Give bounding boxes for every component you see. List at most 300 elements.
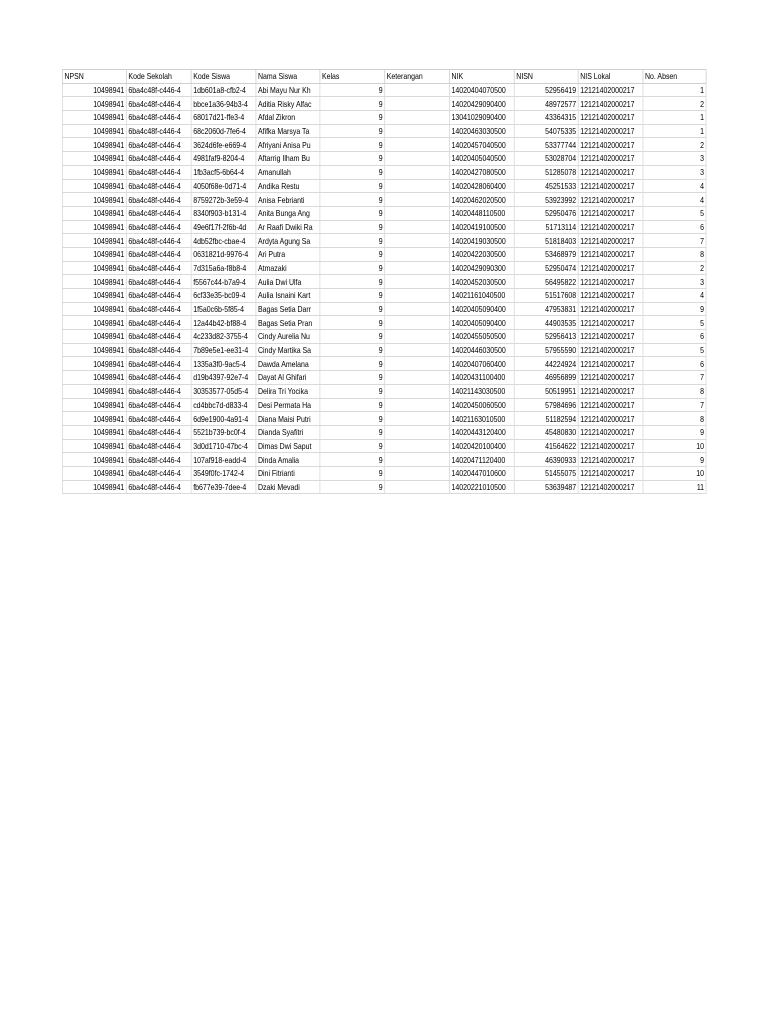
cell-no-absen[interactable]: 1 [643,83,706,97]
cell-nisn[interactable]: 44224924 [514,357,578,371]
cell-nik[interactable]: 14020404070500 [449,83,514,97]
cell-nisn[interactable]: 41564622 [514,439,578,453]
cell-nisn[interactable]: 54075335 [514,124,578,138]
cell-nisn[interactable]: 51818403 [514,234,578,248]
cell-nik[interactable]: 14020462020500 [449,193,514,207]
cell-no-absen[interactable]: 5 [643,206,706,220]
cell-nisn[interactable]: 51182594 [514,412,578,426]
cell-nik[interactable]: 14020405090400 [449,302,514,316]
cell-nis-lokal[interactable]: 12121402000217 [578,466,643,480]
cell-nik[interactable]: 14020405090400 [449,316,514,330]
cell-no-absen[interactable]: 6 [643,330,706,344]
cell-nik[interactable]: 14020455050500 [449,330,514,344]
cell-nama-siswa[interactable]: Dini Fitrianti [256,466,320,480]
cell-kelas[interactable]: 9 [320,289,385,303]
cell-nik[interactable]: 14020447010600 [449,466,514,480]
cell-nisn[interactable]: 48972577 [514,97,578,111]
cell-keterangan[interactable] [385,371,450,385]
cell-nama-siswa[interactable]: Afriyani Anisa Pu [256,138,320,152]
cell-nik[interactable]: 14021143030500 [449,384,514,398]
header-npsn[interactable]: NPSN [62,70,126,84]
cell-nama-siswa[interactable]: Ari Putra [256,247,320,261]
cell-nik[interactable]: 14020221010500 [449,480,514,494]
cell-nis-lokal[interactable]: 12121402000217 [578,439,643,453]
cell-kode-siswa[interactable]: 1db601a8-cfb2-4 [191,83,256,97]
cell-nik[interactable]: 14020448110500 [449,206,514,220]
cell-nama-siswa[interactable]: Dayat Al Ghifari [256,371,320,385]
cell-npsn[interactable]: 10498941 [62,398,126,412]
cell-kode-sekolah[interactable]: 6ba4c48f-c446-4 [126,343,191,357]
cell-npsn[interactable]: 10498941 [62,371,126,385]
cell-kelas[interactable]: 9 [320,453,385,467]
cell-nis-lokal[interactable]: 12121402000217 [578,289,643,303]
cell-kode-sekolah[interactable]: 6ba4c48f-c446-4 [126,466,191,480]
cell-kode-siswa[interactable]: 1335a3f0-9ac5-4 [191,357,256,371]
cell-no-absen[interactable]: 4 [643,193,706,207]
cell-npsn[interactable]: 10498941 [62,193,126,207]
cell-npsn[interactable]: 10498941 [62,220,126,234]
cell-nama-siswa[interactable]: Dimas Dwi Saput [256,439,320,453]
cell-kode-siswa[interactable]: 107af918-eadd-4 [191,453,256,467]
cell-kelas[interactable]: 9 [320,179,385,193]
cell-nama-siswa[interactable]: Dawda Amelana [256,357,320,371]
cell-npsn[interactable]: 10498941 [62,343,126,357]
cell-npsn[interactable]: 10498941 [62,124,126,138]
cell-nik[interactable]: 14020452030500 [449,275,514,289]
cell-nis-lokal[interactable]: 12121402000217 [578,261,643,275]
cell-nisn[interactable]: 51713114 [514,220,578,234]
cell-kode-sekolah[interactable]: 6ba4c48f-c446-4 [126,289,191,303]
cell-kode-sekolah[interactable]: 6ba4c48f-c446-4 [126,439,191,453]
cell-npsn[interactable]: 10498941 [62,206,126,220]
cell-nisn[interactable]: 46390933 [514,453,578,467]
cell-nis-lokal[interactable]: 12121402000217 [578,480,643,494]
cell-nik[interactable]: 14020419100500 [449,220,514,234]
cell-keterangan[interactable] [385,384,450,398]
cell-kode-sekolah[interactable]: 6ba4c48f-c446-4 [126,247,191,261]
cell-no-absen[interactable]: 4 [643,179,706,193]
cell-nisn[interactable]: 51455075 [514,466,578,480]
cell-nik[interactable]: 14020431100400 [449,371,514,385]
cell-no-absen[interactable]: 9 [643,453,706,467]
cell-no-absen[interactable]: 3 [643,152,706,166]
cell-nisn[interactable]: 52956419 [514,83,578,97]
cell-nisn[interactable]: 46956899 [514,371,578,385]
cell-no-absen[interactable]: 2 [643,97,706,111]
cell-no-absen[interactable]: 6 [643,357,706,371]
cell-npsn[interactable]: 10498941 [62,165,126,179]
cell-keterangan[interactable] [385,179,450,193]
cell-nama-siswa[interactable]: Andika Restu [256,179,320,193]
cell-kelas[interactable]: 9 [320,165,385,179]
cell-kelas[interactable]: 9 [320,206,385,220]
cell-keterangan[interactable] [385,275,450,289]
cell-no-absen[interactable]: 11 [643,480,706,494]
cell-npsn[interactable]: 10498941 [62,247,126,261]
cell-nisn[interactable]: 53468979 [514,247,578,261]
cell-kode-siswa[interactable]: 1fb3acf5-6b64-4 [191,165,256,179]
cell-nis-lokal[interactable]: 12121402000217 [578,398,643,412]
cell-kode-siswa[interactable]: 6cf33e35-bc09-4 [191,289,256,303]
cell-nis-lokal[interactable]: 12121402000217 [578,152,643,166]
cell-nik[interactable]: 14020429090300 [449,261,514,275]
cell-no-absen[interactable]: 7 [643,234,706,248]
cell-nik[interactable]: 13041029090400 [449,111,514,125]
cell-keterangan[interactable] [385,316,450,330]
cell-nisn[interactable]: 57984696 [514,398,578,412]
cell-nik[interactable]: 14020405040500 [449,152,514,166]
cell-kode-sekolah[interactable]: 6ba4c48f-c446-4 [126,425,191,439]
header-kelas[interactable]: Kelas [320,70,385,84]
cell-keterangan[interactable] [385,83,450,97]
cell-nis-lokal[interactable]: 12121402000217 [578,343,643,357]
cell-kelas[interactable]: 9 [320,425,385,439]
cell-npsn[interactable]: 10498941 [62,179,126,193]
cell-kode-siswa[interactable]: 3624d6fe-e669-4 [191,138,256,152]
header-nik[interactable]: NIK [449,70,514,84]
cell-nis-lokal[interactable]: 12121402000217 [578,384,643,398]
cell-npsn[interactable]: 10498941 [62,439,126,453]
cell-kelas[interactable]: 9 [320,412,385,426]
cell-nama-siswa[interactable]: Ar Raafi Dwiki Ra [256,220,320,234]
cell-nama-siswa[interactable]: Bagas Setia Pran [256,316,320,330]
cell-npsn[interactable]: 10498941 [62,275,126,289]
cell-kode-siswa[interactable]: 30353577-05d5-4 [191,384,256,398]
cell-nisn[interactable]: 45251533 [514,179,578,193]
cell-kode-sekolah[interactable]: 6ba4c48f-c446-4 [126,275,191,289]
cell-npsn[interactable]: 10498941 [62,384,126,398]
cell-kode-siswa[interactable]: 7d315a6a-f8b8-4 [191,261,256,275]
cell-npsn[interactable]: 10498941 [62,466,126,480]
cell-keterangan[interactable] [385,247,450,261]
cell-no-absen[interactable]: 8 [643,412,706,426]
cell-kode-sekolah[interactable]: 6ba4c48f-c446-4 [126,152,191,166]
cell-nik[interactable]: 14020428060400 [449,179,514,193]
cell-no-absen[interactable]: 4 [643,289,706,303]
cell-nama-siswa[interactable]: Anita Bunga Ang [256,206,320,220]
cell-keterangan[interactable] [385,261,450,275]
cell-kode-siswa[interactable]: f5567c44-b7a9-4 [191,275,256,289]
cell-nisn[interactable]: 53028704 [514,152,578,166]
cell-no-absen[interactable]: 7 [643,398,706,412]
cell-kode-sekolah[interactable]: 6ba4c48f-c446-4 [126,384,191,398]
cell-nisn[interactable]: 45480830 [514,425,578,439]
cell-nik[interactable]: 14020471120400 [449,453,514,467]
cell-keterangan[interactable] [385,302,450,316]
cell-no-absen[interactable]: 2 [643,261,706,275]
cell-keterangan[interactable] [385,343,450,357]
cell-nisn[interactable]: 53639487 [514,480,578,494]
cell-keterangan[interactable] [385,439,450,453]
cell-kode-siswa[interactable]: 4db52fbc-cbae-4 [191,234,256,248]
cell-no-absen[interactable]: 9 [643,425,706,439]
cell-nis-lokal[interactable]: 12121402000217 [578,371,643,385]
cell-kelas[interactable]: 9 [320,234,385,248]
cell-no-absen[interactable]: 2 [643,138,706,152]
cell-npsn[interactable]: 10498941 [62,330,126,344]
cell-kelas[interactable]: 9 [320,247,385,261]
cell-kode-siswa[interactable]: 4c233d82-3755-4 [191,330,256,344]
cell-nama-siswa[interactable]: Dzaki Mevadi [256,480,320,494]
cell-nis-lokal[interactable]: 12121402000217 [578,193,643,207]
cell-kode-sekolah[interactable]: 6ba4c48f-c446-4 [126,220,191,234]
cell-nis-lokal[interactable]: 12121402000217 [578,330,643,344]
cell-kode-siswa[interactable]: 12a44b42-bf88-4 [191,316,256,330]
cell-keterangan[interactable] [385,138,450,152]
cell-nama-siswa[interactable]: Afifka Marsya Ta [256,124,320,138]
cell-kelas[interactable]: 9 [320,384,385,398]
cell-npsn[interactable]: 10498941 [62,412,126,426]
cell-kode-siswa[interactable]: 1f5a0c6b-5f85-4 [191,302,256,316]
cell-kode-siswa[interactable]: 0631821d-9976-4 [191,247,256,261]
cell-nik[interactable]: 14020446030500 [449,343,514,357]
cell-nis-lokal[interactable]: 12121402000217 [578,138,643,152]
cell-kode-sekolah[interactable]: 6ba4c48f-c446-4 [126,193,191,207]
cell-nisn[interactable]: 44903535 [514,316,578,330]
header-kode-siswa[interactable]: Kode Siswa [191,70,256,84]
cell-kelas[interactable]: 9 [320,152,385,166]
cell-nis-lokal[interactable]: 12121402000217 [578,97,643,111]
cell-kelas[interactable]: 9 [320,357,385,371]
cell-keterangan[interactable] [385,453,450,467]
cell-nisn[interactable]: 52950476 [514,206,578,220]
cell-keterangan[interactable] [385,206,450,220]
cell-kelas[interactable]: 9 [320,330,385,344]
cell-kode-sekolah[interactable]: 6ba4c48f-c446-4 [126,330,191,344]
cell-nama-siswa[interactable]: Diana Maisi Putri [256,412,320,426]
cell-nik[interactable]: 14020450060500 [449,398,514,412]
cell-kode-siswa[interactable]: 8759272b-3e59-4 [191,193,256,207]
cell-nama-siswa[interactable]: Aditia Risky Alfac [256,97,320,111]
cell-nisn[interactable]: 53377744 [514,138,578,152]
cell-kode-siswa[interactable]: 3d0d1710-47bc-4 [191,439,256,453]
cell-nis-lokal[interactable]: 12121402000217 [578,453,643,467]
cell-kode-sekolah[interactable]: 6ba4c48f-c446-4 [126,398,191,412]
cell-nama-siswa[interactable]: Dianda Syafitri [256,425,320,439]
cell-kelas[interactable]: 9 [320,466,385,480]
cell-no-absen[interactable]: 3 [643,165,706,179]
cell-keterangan[interactable] [385,330,450,344]
cell-keterangan[interactable] [385,220,450,234]
cell-nik[interactable]: 14020427080500 [449,165,514,179]
header-nama-siswa[interactable]: Nama Siswa [256,70,320,84]
cell-kelas[interactable]: 9 [320,124,385,138]
cell-nik[interactable]: 14020457040500 [449,138,514,152]
cell-nis-lokal[interactable]: 12121402000217 [578,357,643,371]
cell-kelas[interactable]: 9 [320,398,385,412]
cell-nisn[interactable]: 53923992 [514,193,578,207]
cell-nis-lokal[interactable]: 12121402000217 [578,316,643,330]
cell-keterangan[interactable] [385,111,450,125]
cell-kelas[interactable]: 9 [320,83,385,97]
cell-npsn[interactable]: 10498941 [62,261,126,275]
cell-kode-sekolah[interactable]: 6ba4c48f-c446-4 [126,83,191,97]
header-no-absen[interactable]: No. Absen [643,70,706,84]
cell-keterangan[interactable] [385,412,450,426]
cell-keterangan[interactable] [385,289,450,303]
header-keterangan[interactable]: Keterangan [385,70,450,84]
cell-keterangan[interactable] [385,124,450,138]
cell-kode-sekolah[interactable]: 6ba4c48f-c446-4 [126,316,191,330]
cell-kode-sekolah[interactable]: 6ba4c48f-c446-4 [126,179,191,193]
cell-kode-sekolah[interactable]: 6ba4c48f-c446-4 [126,302,191,316]
cell-keterangan[interactable] [385,165,450,179]
cell-kelas[interactable]: 9 [320,97,385,111]
header-nisn[interactable]: NISN [514,70,578,84]
cell-kode-sekolah[interactable]: 6ba4c48f-c446-4 [126,371,191,385]
cell-nik[interactable]: 14020419030500 [449,234,514,248]
cell-kelas[interactable]: 9 [320,220,385,234]
cell-no-absen[interactable]: 5 [643,316,706,330]
cell-nis-lokal[interactable]: 12121402000217 [578,247,643,261]
cell-nisn[interactable]: 52956413 [514,330,578,344]
cell-kode-siswa[interactable]: 68017d21-ffe3-4 [191,111,256,125]
cell-nisn[interactable]: 56495822 [514,275,578,289]
cell-keterangan[interactable] [385,466,450,480]
cell-kode-sekolah[interactable]: 6ba4c48f-c446-4 [126,206,191,220]
cell-nama-siswa[interactable]: Aftarrig Ilham Bu [256,152,320,166]
cell-nik[interactable]: 14021161040500 [449,289,514,303]
cell-nama-siswa[interactable]: Delira Tri Yocika [256,384,320,398]
cell-nama-siswa[interactable]: Aulia Isnaini Kart [256,289,320,303]
cell-no-absen[interactable]: 8 [643,384,706,398]
cell-no-absen[interactable]: 9 [643,302,706,316]
cell-nis-lokal[interactable]: 12121402000217 [578,234,643,248]
cell-nisn[interactable]: 51517608 [514,289,578,303]
cell-kelas[interactable]: 9 [320,111,385,125]
cell-keterangan[interactable] [385,97,450,111]
cell-kode-sekolah[interactable]: 6ba4c48f-c446-4 [126,165,191,179]
cell-nisn[interactable]: 47953831 [514,302,578,316]
cell-kode-siswa[interactable]: 49e6f17f-2f6b-4d [191,220,256,234]
cell-nis-lokal[interactable]: 12121402000217 [578,206,643,220]
cell-keterangan[interactable] [385,398,450,412]
cell-npsn[interactable]: 10498941 [62,316,126,330]
cell-kode-siswa[interactable]: cd4bbc7d-d833-4 [191,398,256,412]
cell-kode-sekolah[interactable]: 6ba4c48f-c446-4 [126,124,191,138]
cell-keterangan[interactable] [385,480,450,494]
cell-kode-siswa[interactable]: 68c2060d-7fe6-4 [191,124,256,138]
cell-nis-lokal[interactable]: 12121402000217 [578,275,643,289]
cell-nisn[interactable]: 57955590 [514,343,578,357]
cell-no-absen[interactable]: 3 [643,275,706,289]
cell-no-absen[interactable]: 1 [643,124,706,138]
cell-nama-siswa[interactable]: Atmazaki [256,261,320,275]
cell-nisn[interactable]: 52950474 [514,261,578,275]
cell-nik[interactable]: 14020429090400 [449,97,514,111]
cell-nama-siswa[interactable]: Afdal Zikron [256,111,320,125]
cell-kode-sekolah[interactable]: 6ba4c48f-c446-4 [126,97,191,111]
cell-nis-lokal[interactable]: 12121402000217 [578,165,643,179]
cell-nama-siswa[interactable]: Amanullah [256,165,320,179]
cell-kode-siswa[interactable]: 6d9e1900-4a91-4 [191,412,256,426]
cell-no-absen[interactable]: 8 [643,247,706,261]
cell-kelas[interactable]: 9 [320,302,385,316]
cell-nama-siswa[interactable]: Cindy Martika Sa [256,343,320,357]
cell-kelas[interactable]: 9 [320,343,385,357]
cell-kode-siswa[interactable]: 7b89e5e1-ee31-4 [191,343,256,357]
cell-npsn[interactable]: 10498941 [62,289,126,303]
cell-kelas[interactable]: 9 [320,439,385,453]
cell-npsn[interactable]: 10498941 [62,302,126,316]
cell-kode-siswa[interactable]: bbce1a36-94b3-4 [191,97,256,111]
cell-nik[interactable]: 14020443120400 [449,425,514,439]
cell-nisn[interactable]: 43364315 [514,111,578,125]
cell-kelas[interactable]: 9 [320,480,385,494]
cell-nama-siswa[interactable]: Desi Permata Ha [256,398,320,412]
cell-kode-sekolah[interactable]: 6ba4c48f-c446-4 [126,111,191,125]
cell-keterangan[interactable] [385,425,450,439]
header-kode-sekolah[interactable]: Kode Sekolah [126,70,191,84]
cell-npsn[interactable]: 10498941 [62,111,126,125]
cell-kode-siswa[interactable]: fb677e39-7dee-4 [191,480,256,494]
cell-kode-sekolah[interactable]: 6ba4c48f-c446-4 [126,138,191,152]
cell-kode-sekolah[interactable]: 6ba4c48f-c446-4 [126,261,191,275]
cell-nama-siswa[interactable]: Abi Mayu Nur Kh [256,83,320,97]
cell-no-absen[interactable]: 10 [643,466,706,480]
cell-kode-siswa[interactable]: 5521b739-bc0f-4 [191,425,256,439]
cell-nis-lokal[interactable]: 12121402000217 [578,111,643,125]
cell-no-absen[interactable]: 7 [643,371,706,385]
cell-npsn[interactable]: 10498941 [62,152,126,166]
cell-nis-lokal[interactable]: 12121402000217 [578,425,643,439]
cell-npsn[interactable]: 10498941 [62,453,126,467]
cell-npsn[interactable]: 10498941 [62,357,126,371]
cell-keterangan[interactable] [385,357,450,371]
cell-npsn[interactable]: 10498941 [62,425,126,439]
cell-nis-lokal[interactable]: 12121402000217 [578,220,643,234]
cell-nama-siswa[interactable]: Ardyta Agung Sa [256,234,320,248]
cell-kode-siswa[interactable]: 4981faf9-8204-4 [191,152,256,166]
cell-nis-lokal[interactable]: 12121402000217 [578,83,643,97]
cell-kode-sekolah[interactable]: 6ba4c48f-c446-4 [126,453,191,467]
cell-npsn[interactable]: 10498941 [62,234,126,248]
cell-nik[interactable]: 14020463030500 [449,124,514,138]
cell-nis-lokal[interactable]: 12121402000217 [578,179,643,193]
cell-kode-sekolah[interactable]: 6ba4c48f-c446-4 [126,357,191,371]
cell-nis-lokal[interactable]: 12121402000217 [578,302,643,316]
cell-kelas[interactable]: 9 [320,275,385,289]
cell-no-absen[interactable]: 1 [643,111,706,125]
cell-kelas[interactable]: 9 [320,371,385,385]
cell-kode-siswa[interactable]: 4050f68e-0d71-4 [191,179,256,193]
cell-nama-siswa[interactable]: Dinda Amalia [256,453,320,467]
cell-kode-siswa[interactable]: 8340f903-b131-4 [191,206,256,220]
cell-nik[interactable]: 14020422030500 [449,247,514,261]
cell-kelas[interactable]: 9 [320,138,385,152]
cell-npsn[interactable]: 10498941 [62,83,126,97]
cell-nama-siswa[interactable]: Aulia Dwi Ulfa [256,275,320,289]
cell-nis-lokal[interactable]: 12121402000217 [578,412,643,426]
cell-npsn[interactable]: 10498941 [62,480,126,494]
cell-no-absen[interactable]: 10 [643,439,706,453]
cell-nisn[interactable]: 50519951 [514,384,578,398]
cell-kode-sekolah[interactable]: 6ba4c48f-c446-4 [126,412,191,426]
cell-nik[interactable]: 14020420100400 [449,439,514,453]
cell-nik[interactable]: 14020407060400 [449,357,514,371]
cell-kode-siswa[interactable]: 3549f0fc-1742-4 [191,466,256,480]
cell-nisn[interactable]: 51285078 [514,165,578,179]
cell-nik[interactable]: 14021163010500 [449,412,514,426]
cell-kode-sekolah[interactable]: 6ba4c48f-c446-4 [126,234,191,248]
cell-no-absen[interactable]: 6 [643,220,706,234]
cell-nis-lokal[interactable]: 12121402000217 [578,124,643,138]
cell-no-absen[interactable]: 5 [643,343,706,357]
cell-npsn[interactable]: 10498941 [62,138,126,152]
header-nis-lokal[interactable]: NIS Lokal [578,70,643,84]
cell-nama-siswa[interactable]: Anisa Febrianti [256,193,320,207]
cell-kelas[interactable]: 9 [320,193,385,207]
